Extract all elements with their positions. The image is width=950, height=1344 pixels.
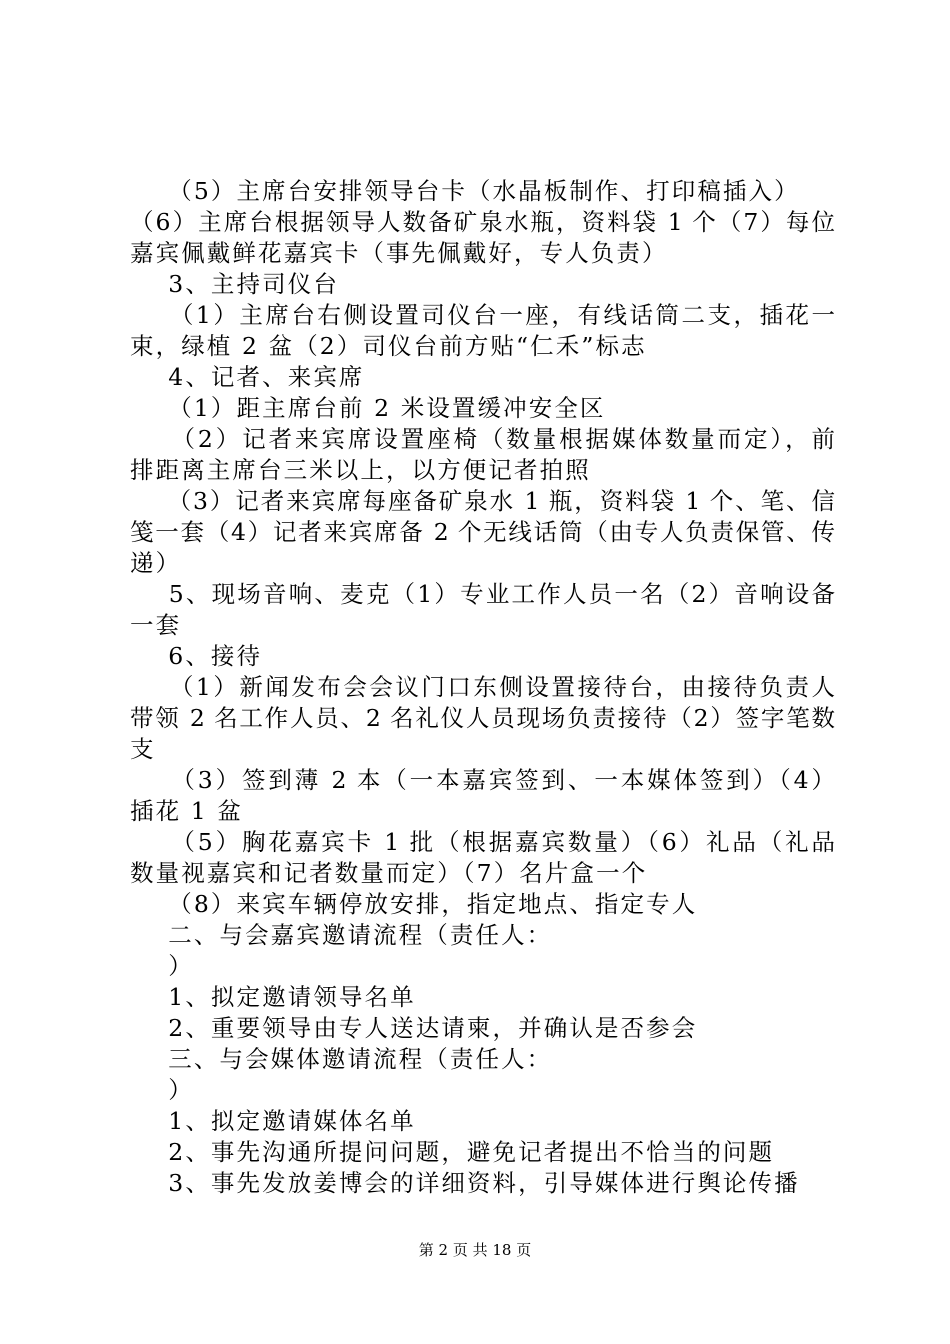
text-line: 带领 2 名工作人员、2 名礼仪人员现场负责接待（2）签字笔数	[130, 704, 835, 732]
document-body	[130, 176, 835, 1199]
text-line: （3）记者来宾席每座备矿泉水 1 瓶，资料袋 1 个、笔、信	[130, 487, 835, 515]
text-line: ）	[130, 1076, 194, 1104]
text-line: （6）主席台根据领导人数备矿泉水瓶，资料袋 1 个（7）每位	[130, 208, 835, 236]
page-number-footer: 第 2 页 共 18 页	[418, 1241, 532, 1259]
text-line: 数量视嘉宾和记者数量而定）（7）名片盒一个	[130, 859, 648, 887]
text-line: （1）主席台右侧设置司仪台一座，有线话筒二支，插花一	[130, 301, 835, 329]
text-line: 束，绿植 2 盆（2）司仪台前方贴“仁禾”标志	[130, 332, 647, 360]
text-line: （1）新闻发布会会议门口东侧设置接待台，由接待负责人	[130, 673, 835, 701]
text-line: 1、拟定邀请媒体名单	[130, 1107, 416, 1135]
text-line: 嘉宾佩戴鲜花嘉宾卡（事先佩戴好，专人负责）	[130, 239, 668, 267]
text-line: （2）记者来宾席设置座椅（数量根据媒体数量而定），前	[130, 425, 835, 453]
text-line: （8）来宾车辆停放安排，指定地点、指定专人	[130, 890, 698, 918]
text-line: 5、现场音响、麦克（1）专业工作人员一名（2）音响设备	[130, 580, 835, 608]
text-line: （3）签到薄 2 本（一本嘉宾签到、一本媒体签到）（4）	[130, 766, 835, 794]
section-heading: 三、与会媒体邀请流程（责任人：	[130, 1045, 553, 1073]
text-line: （5）胸花嘉宾卡 1 批（根据嘉宾数量）（6）礼品（礼品	[130, 828, 835, 856]
text-line: 2、事先沟通所提问问题，避免记者提出不恰当的问题	[130, 1138, 775, 1166]
section-heading: 二、与会嘉宾邀请流程（责任人：	[130, 921, 553, 949]
section-heading: 6、接待	[130, 642, 263, 670]
text-line: 递）	[130, 549, 182, 577]
section-heading: 3、主持司仪台	[130, 270, 339, 298]
section-heading: 4、记者、来宾席	[130, 363, 365, 391]
text-line: 插花 1 盆	[130, 797, 243, 825]
text-line: 1、拟定邀请领导名单	[130, 983, 416, 1011]
text-line: 2、重要领导由专人送达请柬，并确认是否参会	[130, 1014, 698, 1042]
text-line: 3、事先发放姜博会的详细资料，引导媒体进行舆论传播	[130, 1169, 800, 1197]
text-line: 支	[130, 735, 156, 763]
text-line: 排距离主席台三米以上，以方便记者拍照	[130, 456, 591, 484]
text-line: （5）主席台安排领导台卡（水晶板制作、打印稿插入）	[130, 177, 800, 205]
text-line: 一套	[130, 611, 182, 639]
text-line: 笺一套（4）记者来宾席备 2 个无线话筒（由专人负责保管、传	[130, 518, 835, 546]
text-line: ）	[130, 952, 194, 980]
text-line: （1）距主席台前 2 米设置缓冲安全区	[130, 394, 606, 422]
